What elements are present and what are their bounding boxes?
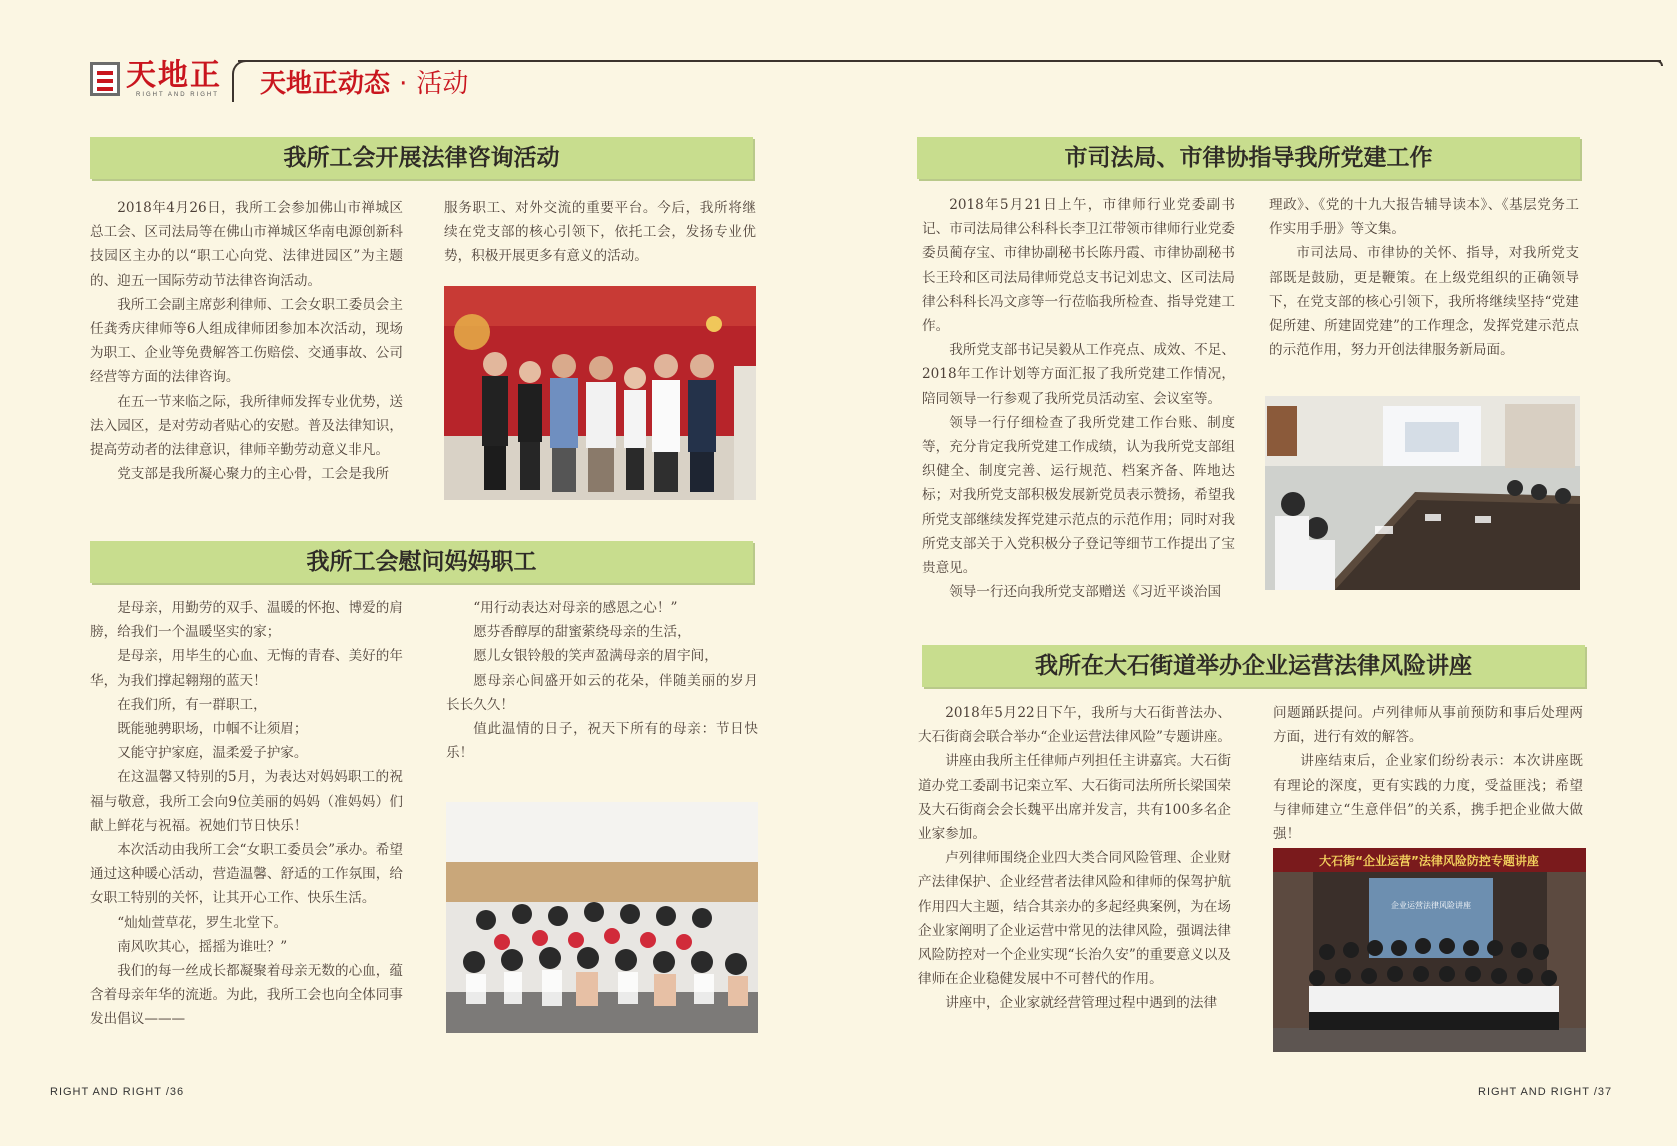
logo-mark-icon bbox=[90, 62, 120, 96]
footer-page-right: RIGHT AND RIGHT /37 bbox=[1478, 1086, 1613, 1098]
article-paragraph: 讲座由我所主任律师卢列担任主讲嘉宾。大石街道办党工委副书记栾立军、大石街司法所所长梁国荣及大石街商会会长魏平出席并发言，共有100多名企业家参加。 bbox=[918, 753, 1231, 843]
article-paragraph: 2018年4月26日，我所工会参加佛山市禅城区总工会、区司法局等在佛山市禅城区华南电源创新科技园区主办的以“职工心向党、法律进园区”为主题的、迎五一国际劳动节法律咨询活动。 bbox=[90, 200, 403, 289]
article-paragraph: 领导一行还向我所党支部赠送《习近平谈治国 bbox=[949, 584, 1222, 601]
section-title-separator: · bbox=[399, 69, 408, 99]
article-column bbox=[1269, 193, 1579, 362]
logo-text: 天地正 bbox=[126, 58, 222, 93]
article-paragraph: 是母亲，用毕生的心血、无悔的青春、美好的年华，为我们撑起翱翔的蓝天！ bbox=[90, 648, 403, 689]
article-paragraph: 党支部是我所凝心聚力的主心骨，工会是我所 bbox=[117, 466, 390, 483]
article-column bbox=[444, 196, 756, 269]
article-paragraph: 2018年5月21日上午，市律师行业党委副书记、市司法局律公科科长李卫江带领市律师行业党委委员蔺存宝、市律协副秘书长陈丹霞、市律协副秘书长王玲和区司法局律师党总支书记刘忠文、区司法局律公科科长冯文彦等一行莅临我所检查、指导党建工作。 bbox=[922, 197, 1235, 335]
article-paragraph: 愿母亲心间盛开如云的花朵，伴随美丽的岁月长长久久！ bbox=[446, 672, 758, 713]
article-paragraph: 我所党支部书记吴毅从工作亮点、成效、不足、2018年工作计划等方面汇报了我所党建工作情况，陪同领导一行参观了我所党员活动室、会议室等。 bbox=[922, 342, 1235, 407]
photo-mothers-group bbox=[446, 802, 758, 1033]
article-paragraph: 卢列律师围绕企业四大类合同风险管理、企业财产法律保护、企业经营者法律风险和律师的保驾护航作用四大主题，结合其亲办的多起经典案例，为在场企业家阐明了企业运营中常见的法律风险，强调法律风险防控对一个企业实现“长治久安”的重要意义以及律师在企业稳健发展中不可替代的作用。 bbox=[918, 850, 1231, 988]
article-paragraph: 是母亲，用勤劳的双手、温暖的怀抱、博爱的肩膀，给我们一个温暖坚实的家； bbox=[90, 600, 403, 641]
article-column bbox=[922, 193, 1235, 604]
article-column bbox=[90, 196, 403, 486]
section-title bbox=[260, 66, 468, 102]
article-paragraph: 又能守护家庭，温柔爱子护家。 bbox=[117, 745, 308, 762]
photo-lawyers-group bbox=[444, 286, 756, 500]
article-paragraph: “用行动表达对母亲的感恩之心！” bbox=[473, 600, 678, 616]
article-paragraph: 2018年5月22日下午，我所与大石街普法办、大石街商会联合举办“企业运营法律风险”专题讲座。 bbox=[918, 705, 1231, 746]
article-paragraph: 讲座中，企业家就经营管理过程中遇到的法律 bbox=[945, 995, 1218, 1012]
article-paragraph: 在我们所，有一群职工， bbox=[117, 696, 267, 713]
article-paragraph: 愿芬香醇厚的甜蜜萦绕母亲的生活， bbox=[473, 624, 691, 641]
article-paragraph: 讲座结束后，企业家们纷纷表示：本次讲座既有理论的深度，更有实践的力度，受益匪浅；希望与律师建立“生意伴侣”的关系，携手把企业做大做强！ bbox=[1273, 753, 1583, 843]
article-paragraph: 我们的每一丝成长都凝聚着母亲无数的心血，蕴含着母亲年华的流逝。为此，我所工会也向全体同事发出倡议——— bbox=[90, 963, 403, 1028]
article-paragraph: 在这温馨又特别的5月，为表达对妈妈职工的祝福与敬意，我所工会向9位美丽的妈妈（准妈妈）们献上鲜花与祝福。祝她们节日快乐！ bbox=[90, 769, 403, 834]
lecture-banner-text: 大石街“企业运营”法律风险防控专题讲座 bbox=[1319, 854, 1539, 868]
section-title-main: 天地正动态 bbox=[260, 69, 391, 99]
article-paragraph: 市司法局、市律协的关怀、指导，对我所党支部既是鼓励，更是鞭策。在上级党组织的正确领导下，在党支部的核心引领下，我所将继续坚持“党建促所建、所建固党建”的工作理念，发挥党建示范点的示范作用，努力开创法律服务新局面。 bbox=[1269, 245, 1579, 359]
article-paragraph: 本次活动由我所工会“女职工委员会”承办。希望通过这种暖心活动，营造温馨、舒适的工作氛围，给女职工特别的关怀，让其开心工作、快乐生活。 bbox=[90, 842, 403, 907]
photo-meeting-room bbox=[1265, 396, 1580, 590]
article-paragraph: “灿灿萱草花，罗生北堂下。 bbox=[117, 914, 288, 931]
article-heading: 我所在大石街道举办企业运营法律风险讲座 bbox=[922, 645, 1585, 687]
header-curve bbox=[232, 60, 248, 102]
section-title-sub: 活动 bbox=[416, 69, 469, 99]
lecture-screen-text: 企业运营法律风险讲座 bbox=[1391, 901, 1471, 910]
article-heading: 市司法局、市律协指导我所党建工作 bbox=[917, 137, 1580, 179]
article-heading: 我所工会开展法律咨询活动 bbox=[90, 137, 753, 179]
article-paragraph: 问题踊跃提问。卢列律师从事前预防和事后处理两方面，进行有效的解答。 bbox=[1273, 705, 1583, 746]
article-column bbox=[90, 596, 403, 1032]
article-paragraph: 服务职工、对外交流的重要平台。今后，我所将继续在党支部的核心引领下，依托工会，发扬专业优势，积极开展更多有意义的活动。 bbox=[444, 200, 756, 265]
header-rule-end bbox=[1655, 60, 1663, 66]
article-paragraph: 值此温情的日子，祝天下所有的母亲：节日快乐！ bbox=[446, 721, 758, 762]
footer-page-left: RIGHT AND RIGHT /36 bbox=[50, 1086, 185, 1098]
article-paragraph: 南风吹其心，摇摇为谁吐？” bbox=[117, 938, 288, 955]
article-heading: 我所工会慰问妈妈职工 bbox=[90, 541, 753, 583]
article-paragraph: 既能驰骋职场，巾帼不让须眉； bbox=[117, 721, 308, 738]
article-column bbox=[918, 701, 1231, 1016]
header-rule bbox=[238, 60, 1661, 62]
article-paragraph: 理政》、《党的十九大报告辅导读本》、《基层党务工作实用手册》等文集。 bbox=[1269, 197, 1579, 238]
article-paragraph: 领导一行仔细检查了我所党建工作台账、制度等，充分肯定我所党建工作成绩，认为我所党支部组织健全、制度完善、运行规范、档案齐备、阵地达标；对我所党支部积极发展新党员表示赞扬，希望我所党支部继续发挥党建示范点的示范作用；同时对我所党支部关于入党积极分子登记等细节工作提出了宝贵意见。 bbox=[922, 414, 1235, 577]
article-column bbox=[1273, 701, 1583, 846]
photo-lecture-group bbox=[1273, 848, 1586, 1052]
article-paragraph: 我所工会副主席彭利律师、工会女职工委员会主任龚秀庆律师等6人组成律师团参加本次活动，现场为职工、企业等免费解答工伤赔偿、交通事故、公司经营等方面的法律咨询。 bbox=[90, 296, 403, 386]
article-column bbox=[446, 596, 758, 765]
article-paragraph: 在五一节来临之际，我所律师发挥专业优势，送法入园区，是对劳动者贴心的安慰。普及法律知识，提高劳动者的法律意识，律师辛勤劳动意义非凡。 bbox=[90, 393, 403, 459]
logo-subtitle: RIGHT AND RIGHT bbox=[136, 92, 219, 98]
article-paragraph: 愿儿女银铃般的笑声盈满母亲的眉宇间， bbox=[473, 648, 718, 665]
